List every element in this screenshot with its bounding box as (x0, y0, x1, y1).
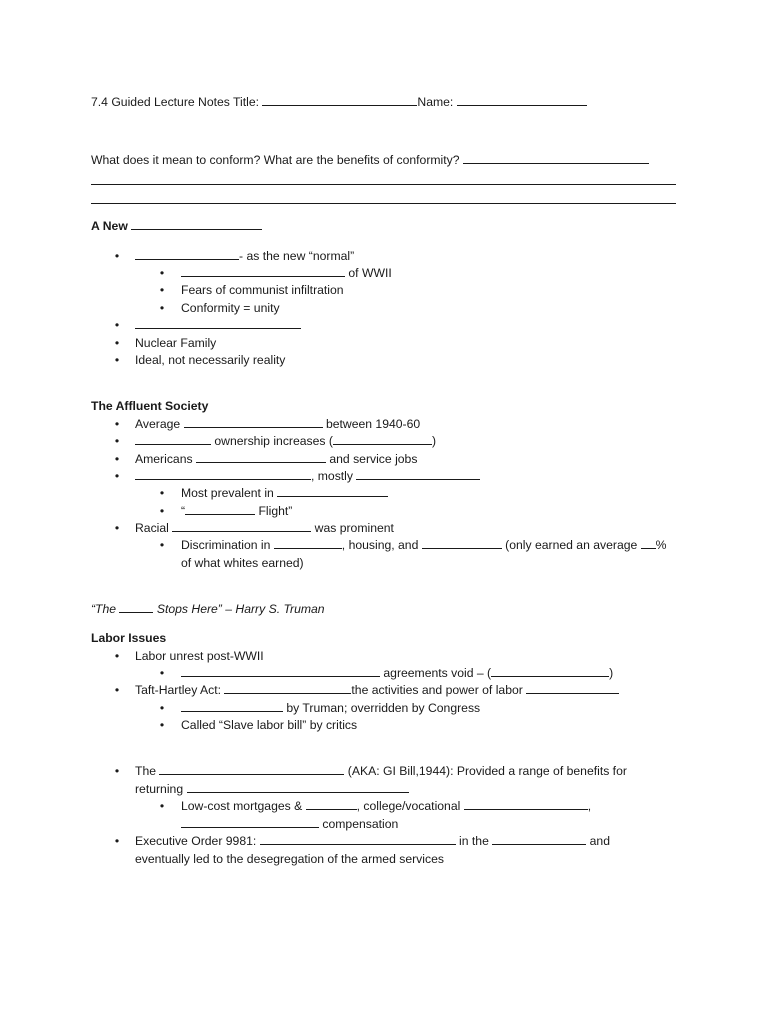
list-item (135, 451, 417, 467)
item-text: (only earned an average (505, 538, 638, 552)
item-text: Average (135, 417, 181, 431)
bullet: • (114, 249, 120, 263)
blank[interactable] (135, 317, 301, 329)
list-item (181, 700, 480, 716)
list-item (181, 798, 591, 814)
bullet: • (159, 666, 165, 680)
list-item: Conformity = unity (181, 301, 280, 315)
question-text: What does it mean to conform? What are the benefits of conformity? (91, 153, 460, 167)
bullet: • (114, 417, 120, 431)
blank[interactable] (277, 485, 388, 497)
quote-text: Stops Here” – Harry S. Truman (156, 602, 325, 616)
item-text: , (587, 799, 592, 813)
item-text: by Truman; overridden by Congress (286, 701, 481, 715)
bullet: • (114, 353, 120, 367)
blank[interactable] (135, 433, 211, 445)
item-text: returning (135, 782, 184, 796)
bullet: • (159, 266, 165, 280)
blank[interactable] (159, 763, 344, 775)
blank[interactable] (356, 468, 480, 480)
item-text: and (589, 834, 610, 848)
bullet: • (114, 469, 120, 483)
list-item (135, 682, 619, 698)
section-heading-labor: Labor Issues (91, 631, 167, 645)
item-text: , housing, and (341, 538, 419, 552)
title-blank[interactable] (262, 94, 417, 106)
blank[interactable] (181, 700, 283, 712)
bullet: • (159, 283, 165, 297)
list-item (135, 520, 394, 536)
truman-quote (91, 601, 325, 617)
item-text: and service jobs (329, 452, 418, 466)
blank[interactable] (119, 601, 153, 613)
list-item (135, 468, 480, 484)
list-item: Labor unrest post-WWII (135, 649, 264, 663)
bullet: • (159, 701, 165, 715)
bullet: • (114, 452, 120, 466)
blank[interactable] (260, 833, 456, 845)
item-text: - as the new “normal” (239, 249, 355, 263)
question-blank-1[interactable] (463, 152, 649, 164)
blank[interactable] (187, 781, 409, 793)
list-item (135, 433, 436, 449)
item-text: the activities and power of labor (351, 683, 523, 697)
bullet: • (159, 799, 165, 813)
item-text: Racial (135, 521, 169, 535)
list-item: Ideal, not necessarily reality (135, 353, 286, 367)
blank[interactable] (135, 468, 311, 480)
item-text: of WWII (348, 266, 392, 280)
list-item (135, 763, 627, 779)
bullet: • (159, 486, 165, 500)
item-text: Americans (135, 452, 193, 466)
quote-text: “The (91, 602, 117, 616)
bullet: • (114, 683, 120, 697)
list-item-continued (135, 781, 409, 797)
bullet: • (114, 318, 120, 332)
section-heading-a-new (91, 218, 262, 234)
item-text: “ (181, 504, 186, 518)
blank[interactable] (464, 798, 588, 810)
item-text: Taft-Hartley Act: (135, 683, 222, 697)
blank[interactable] (333, 433, 432, 445)
item-text: Flight” (258, 504, 293, 518)
blank[interactable] (196, 451, 326, 463)
item-text: Discrimination in (181, 538, 271, 552)
bullet: • (114, 834, 120, 848)
list-item (181, 265, 392, 281)
blank[interactable] (184, 416, 323, 428)
blank[interactable] (181, 665, 380, 677)
item-text: ) (431, 434, 436, 448)
heading-text: A New (91, 219, 128, 233)
name-label: Name: (417, 95, 454, 109)
blank[interactable] (492, 833, 586, 845)
blank[interactable] (135, 248, 239, 260)
item-text: The (135, 764, 157, 778)
bullet: • (159, 301, 165, 315)
title-line (91, 94, 587, 110)
bullet: • (159, 504, 165, 518)
list-item-continued: eventually led to the desegregation of the armed services (135, 852, 444, 866)
bullet: • (114, 521, 120, 535)
list-item (135, 317, 301, 333)
list-item: Called “Slave labor bill” by critics (181, 718, 358, 732)
list-item: Nuclear Family (135, 336, 217, 350)
question-blank-3[interactable] (91, 203, 676, 204)
list-item: Fears of communist infiltration (181, 283, 344, 297)
bullet: • (114, 434, 120, 448)
heading-blank[interactable] (131, 218, 262, 230)
bullet: • (114, 764, 120, 778)
blank[interactable] (641, 537, 656, 549)
list-item-continued: of what whites earned) (181, 556, 304, 570)
title-label: 7.4 Guided Lecture Notes Title: (91, 95, 260, 109)
bullet: • (114, 649, 120, 663)
item-text: in the (459, 834, 489, 848)
item-text: Executive Order 9981: (135, 834, 257, 848)
item-text: agreements void – ( (383, 666, 492, 680)
blank[interactable] (181, 265, 345, 277)
list-item-continued (181, 816, 398, 832)
item-text: was prominent (314, 521, 394, 535)
blank[interactable] (422, 537, 502, 549)
list-item (135, 416, 420, 432)
list-item (181, 665, 613, 681)
item-text: ) (609, 666, 614, 680)
item-text: Most prevalent in (181, 486, 274, 500)
blank[interactable] (224, 682, 351, 694)
blank[interactable] (491, 665, 609, 677)
item-text: ownership increases ( (214, 434, 333, 448)
blank[interactable] (172, 520, 311, 532)
list-item (135, 248, 354, 264)
blank[interactable] (185, 503, 255, 515)
item-text: (AKA: GI Bill,1944): Provided a range of benefits for (347, 764, 627, 778)
name-blank[interactable] (457, 94, 587, 106)
item-text: between 1940-60 (325, 417, 421, 431)
item-text: compensation (322, 817, 399, 831)
section-heading-affluent: The Affluent Society (91, 399, 209, 413)
blank[interactable] (306, 798, 357, 810)
list-item (135, 833, 610, 849)
item-text: Low-cost mortgages & (181, 799, 303, 813)
list-item (181, 503, 292, 519)
item-text: , college/vocational (356, 799, 461, 813)
blank[interactable] (181, 816, 319, 828)
list-item (181, 537, 667, 553)
bullet: • (114, 336, 120, 350)
list-item (181, 485, 388, 501)
blank[interactable] (526, 682, 619, 694)
item-text: % (655, 538, 667, 552)
bullet: • (159, 538, 165, 552)
question-blank-2[interactable] (91, 184, 676, 185)
blank[interactable] (274, 537, 342, 549)
bullet: • (159, 718, 165, 732)
conform-question (91, 152, 649, 168)
item-text: , mostly (311, 469, 353, 483)
